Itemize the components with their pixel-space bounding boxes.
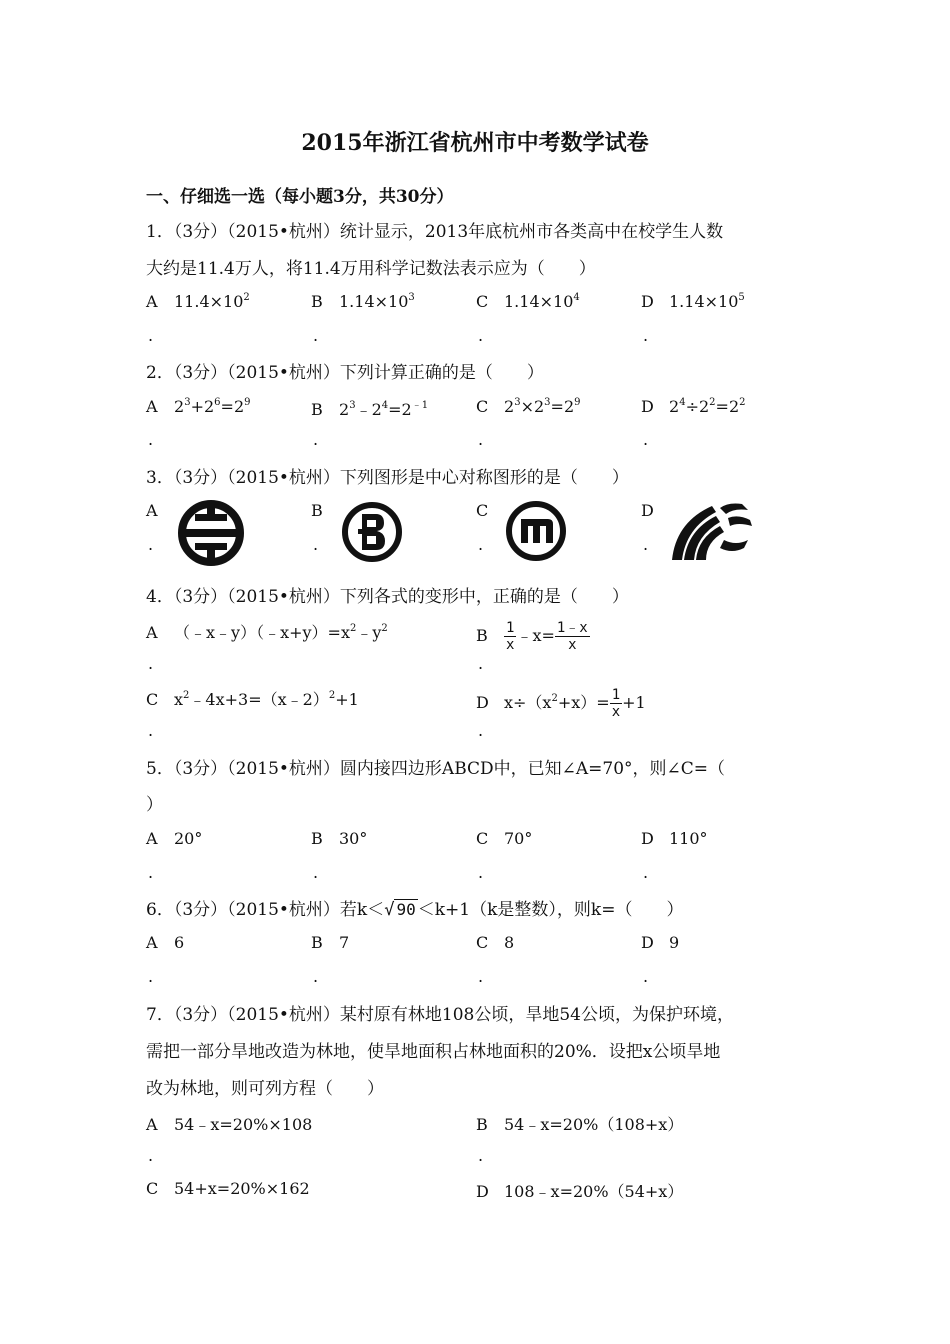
q7-option-d[interactable]: D 108﹣x=20%（54+x） <box>476 1182 684 1201</box>
q7-option-a[interactable]: A 54﹣x=20%×108 <box>146 1115 313 1134</box>
q5-stem-line2: ） <box>146 795 163 815</box>
q7-stem-line1: 7．（3分）（2015•杭州）某村原有林地108公顷，旱地54公顷，为保护环境， <box>146 1005 735 1025</box>
q4-b-frac1: $\frac{1}{x}$ <box>506 620 515 653</box>
q4-dot-c: . <box>148 721 154 740</box>
q4-option-a[interactable]: A $(﹣x﹣y)(﹣x+y)=x^2﹣y^2$ <box>146 623 388 642</box>
q7-dot-b: . <box>478 1146 484 1165</box>
q6-option-c[interactable]: C 8 <box>476 933 515 952</box>
q1-option-b[interactable]: B $1.14\times 10^3$ <box>311 292 415 311</box>
sqrt-symbol: √ 90 <box>384 900 416 920</box>
q4-option-c[interactable]: C $x^2﹣4x+3=(x﹣2)^2+1$ <box>146 690 359 709</box>
q5-option-a[interactable]: A 20° <box>146 829 203 848</box>
q1-dot-a: . <box>148 326 154 345</box>
q2-option-c[interactable]: C $2^3\times 2^3=2^9$ <box>476 397 581 416</box>
q3-option-a-label[interactable]: A <box>146 501 158 520</box>
q4-d-frac: $\frac{1}{x}$ <box>611 687 621 720</box>
q3-dot-b: . <box>313 535 319 554</box>
q2-dot-d: . <box>643 430 649 449</box>
q6-option-d[interactable]: D 9 <box>641 933 680 952</box>
q2-dot-a: . <box>148 430 154 449</box>
q5-option-d[interactable]: D 110° <box>641 829 708 848</box>
q6-dot-a: . <box>148 967 154 986</box>
q5-option-b[interactable]: B 30° <box>311 829 368 848</box>
q4-option-d[interactable]: D $x\div(x^2+x)=$ $\frac{1}{x}$ +1 <box>476 687 646 720</box>
q7-stem-line3: 改为林地，则可列方程（ ） <box>146 1079 384 1099</box>
q3-option-d-label[interactable]: D <box>641 501 654 520</box>
q5-stem-line1: 5．（3分）（2015•杭州）圆内接四边形ABCD中，已知∠A=70°，则∠C=（ <box>146 759 726 779</box>
q4-b-frac2: $\frac{1﹣x}{x}$ <box>556 620 588 653</box>
q4-dot-d: . <box>478 721 484 740</box>
q3-dot-c: . <box>478 535 484 554</box>
q1-stem-line2: 大约是11.4万人，将11.4万用科学记数法表示应为（ ） <box>146 259 596 279</box>
logo-d-image[interactable] <box>668 500 754 562</box>
q5-dot-c: . <box>478 863 484 882</box>
q7-stem-line2: 需把一部分旱地改造为林地，使旱地面积占林地面积的20%．设把x公顷旱地 <box>146 1042 721 1062</box>
q1-stem-line1: 1．（3分）（2015•杭州）统计显示，2013年底杭州市各类高中在校学生人数 <box>146 222 724 242</box>
q5-dot-d: . <box>643 863 649 882</box>
q4-stem: 4．（3分）（2015•杭州）下列各式的变形中，正确的是（ ） <box>146 587 629 607</box>
q2-stem: 2．（3分）（2015•杭州）下列计算正确的是（ ） <box>146 363 544 383</box>
q5-option-c[interactable]: C 70° <box>476 829 533 848</box>
q2-option-d[interactable]: D $2^4\div 2^2=2^2$ <box>641 397 746 416</box>
q1-option-d[interactable]: D $1.14\times 10^5$ <box>641 292 745 311</box>
q1-dot-b: . <box>313 326 319 345</box>
q5-dot-a: . <box>148 863 154 882</box>
q3-option-b-label[interactable]: B <box>311 501 323 520</box>
q7-dot-a: . <box>148 1146 154 1165</box>
q2-dot-b: . <box>313 430 319 449</box>
logo-c-image[interactable] <box>504 499 568 563</box>
logo-a-image[interactable] <box>176 498 246 568</box>
q2-option-a[interactable]: A $2^3+2^6=2^9$ <box>146 397 251 416</box>
q1-option-a[interactable]: A $11.4\times 10^2$ <box>146 292 250 311</box>
q2-option-b[interactable]: B $2^3﹣2^4=2^{﹣1}$ <box>311 400 429 419</box>
page-title: 2015年浙江省杭州市中考数学试卷 <box>301 130 649 156</box>
q7-option-c[interactable]: C 54+x=20%×162 <box>146 1179 310 1198</box>
q3-dot-d: . <box>643 535 649 554</box>
q7-option-b[interactable]: B 54﹣x=20%（108+x） <box>476 1115 684 1134</box>
q6-dot-d: . <box>643 967 649 986</box>
q6-option-b[interactable]: B 7 <box>311 933 350 952</box>
q4-option-b[interactable]: B $\frac{1}{x}$ ﹣x= $\frac{1﹣x}{x}$ <box>476 620 588 653</box>
q3-option-c-label[interactable]: C <box>476 501 489 520</box>
section-heading: 一、仔细选一选（每小题3分，共30分） <box>146 187 454 207</box>
q1-option-c[interactable]: C $1.14\times 10^4$ <box>476 292 580 311</box>
q3-dot-a: . <box>148 535 154 554</box>
q6-stem: 6．（3分）（2015•杭州）若k＜√ 90 ＜k+1（k是整数），则k=（ ） <box>146 900 684 920</box>
logo-b-image[interactable] <box>340 500 404 564</box>
q4-dot-b: . <box>478 654 484 673</box>
q1-dot-c: . <box>478 326 484 345</box>
q3-stem: 3．（3分）（2015•杭州）下列图形是中心对称图形的是（ ） <box>146 468 629 488</box>
q2-dot-c: . <box>478 430 484 449</box>
q4-dot-a: . <box>148 654 154 673</box>
q5-dot-b: . <box>313 863 319 882</box>
q6-option-a[interactable]: A 6 <box>146 933 185 952</box>
q1-dot-d: . <box>643 326 649 345</box>
q6-dot-c: . <box>478 967 484 986</box>
q6-dot-b: . <box>313 967 319 986</box>
